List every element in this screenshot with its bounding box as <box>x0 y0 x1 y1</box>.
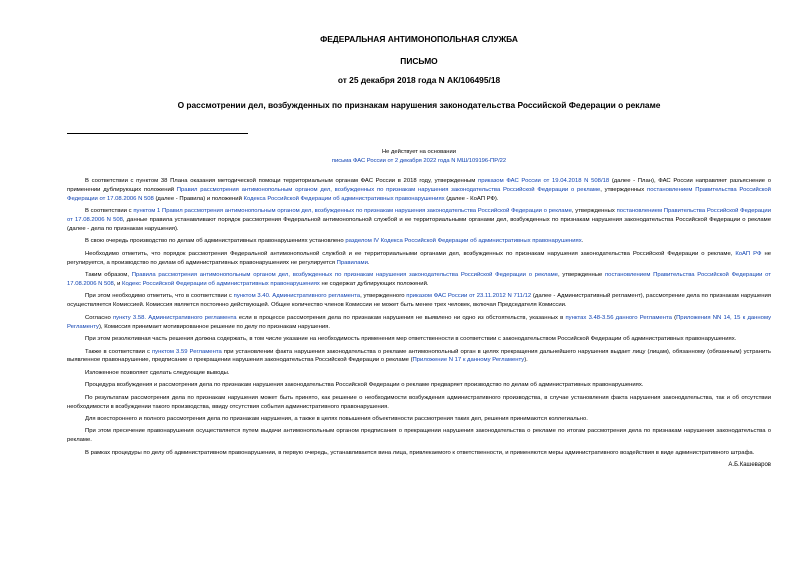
paragraph-text: Изложенное позволяет сделать следующие выводы. <box>85 369 230 376</box>
paragraph-text: При этом необходимо отметить, что в соответствии с <box>85 293 234 300</box>
paragraph-text: , данные правила устанавливают порядок рассмотрения Федеральной антимонопольной службой и ее территориальными органами дел, возбужденных по признакам нарушения законодательства Российской Федерации о рекламе (далее - дела по признакам нарушения). <box>67 217 771 233</box>
document-link[interactable]: пунктом 3.59 Регламента <box>151 348 222 355</box>
document-link[interactable]: пунктом 1 Правил рассмотрения антимонопольным органом дел, возбужденных по признакам нарушения законодательства Российской Федерации о рекламе <box>133 208 572 215</box>
paragraph-text: При этом пресечение правонарушения осуществляется путем выдачи антимонопольным органом предписания о прекращении нарушения законодательства о рекламе по итогам рассмотрения дела по признакам нарушения законодательства о рекламе. <box>67 428 771 444</box>
document-link[interactable]: пунктом 3.40. Административного регламента <box>233 293 361 300</box>
body-paragraph <box>67 250 771 268</box>
paragraph-text: Также в соответствии с <box>85 348 152 355</box>
paragraph-text: (далее - КоАП РФ). <box>444 195 499 202</box>
document-link[interactable]: разделом IV Кодекса Российской Федерации об административных правонарушениях <box>345 238 582 245</box>
paragraph-text: В свою очередь производство по делам об административных правонарушениях установлено <box>85 238 346 245</box>
document-link[interactable]: постановлением Правительства Российской Федерации от 17.08.2006 N 508 <box>67 208 771 224</box>
body-paragraph <box>67 348 771 366</box>
separator-rule <box>67 133 248 134</box>
paragraph-text: При этом резолютивная часть решения должна содержать, в том числе указание на необходимость применения мер ответственности в соответствии с законодательством Российской Федерации об административных правонарушениях. <box>85 336 737 343</box>
status-notice-text: Не действует на основании <box>381 149 456 155</box>
paragraph-text: Необходимо отметить, что порядок рассмотрения Федеральной антимонопольной службой и ее территориальными органами дел, возбужденных по признакам нарушения законодательства Российской Федерации о рекламе, <box>85 250 736 257</box>
body-paragraph <box>67 449 771 458</box>
paragraph-text: В соответствии с пунктом 38 Плана оказания методической помощи территориальным органам ФАС России в 2018 году, утвержденным <box>85 178 478 184</box>
document-link[interactable]: пунктах 3.48-3.56 данного Регламента <box>565 314 672 321</box>
paragraph-text: , утвержденные <box>557 272 605 279</box>
paragraph-text: не регулируется, а производство по делам об административных правонарушениях не регулируется <box>67 250 771 266</box>
document-link[interactable]: Приложение N 17 к данному Регламенту <box>412 357 525 364</box>
paragraph-text: (далее - Административный регламент), рассмотрение дела по признакам нарушения осуществляется Комиссией. Комиссия является постоянно действующей. Общее количество членов Комиссии не может быть менее трех человек, включая Председателя Комиссии. <box>67 293 772 309</box>
body-paragraph <box>67 207 771 234</box>
document-link[interactable]: постановлением Правительства Российской Федерации от 17.08.2006 N 508 <box>67 186 771 202</box>
body-paragraph <box>67 381 771 390</box>
status-notice-link[interactable]: письма ФАС России от 2 декабря 2022 года N МШ/109196-ПР/22 <box>331 158 507 164</box>
body-paragraph <box>67 271 771 289</box>
document-date-number: от 25 декабря 2018 года N АК/106495/18 <box>337 75 501 85</box>
paragraph-text: В рамках процедуры по делу об административном правонарушении, в первую очередь, устанавливается вина лица, привлекаемого к ответственности, и применяются меры административного воздействия в виде административного штрафа. <box>85 449 755 456</box>
paragraph-text: , утвержденных <box>600 186 648 193</box>
body-paragraph <box>67 177 771 204</box>
paragraph-text: Процедура возбуждения и рассмотрения дела по признакам нарушения законодательства Российской Федерации о рекламе предваряет производство по делам об административных правонарушениях. <box>85 382 644 389</box>
paragraph-text: (далее - План), ФАС России направляет разъяснение о применении дублирующих положений <box>67 178 771 193</box>
paragraph-text: ), Комиссия принимает мотивированное решение по делу по признакам нарушения. <box>98 323 330 330</box>
body-paragraph <box>67 369 771 378</box>
body-paragraph <box>67 427 771 445</box>
document-subject: О рассмотрении дел, возбужденных по признакам нарушения законодательства Российской Федерации о рекламе <box>177 100 661 110</box>
paragraph-text: По результатам рассмотрения дела по признакам нарушения может быть принято, как решение о необходимости возбуждения административного производства, в случае установления факта нарушения законодательства, так и об отсутствии необходимости в возбуждении такого производства, ввиду отсутствия события административного правонарушения. <box>67 394 771 410</box>
paragraph-text: ( <box>671 314 677 321</box>
document-link[interactable]: Кодекса Российской Федерации об административных правонарушениях <box>243 195 445 202</box>
paragraph-text: ). <box>524 357 528 364</box>
document-page <box>67 34 771 468</box>
paragraph-text: если в процессе рассмотрения дела по признакам нарушения не выявлено ни одно из обстоятельств, указанных в <box>236 314 566 321</box>
document-link[interactable]: Правил рассмотрения антимонопольным органом дел, возбужденных по признакам нарушения законодательства Российской Федерации о рекламе <box>176 186 601 193</box>
paragraph-text: Для всестороннего и полного рассмотрения дела по признакам нарушения, а также в целях повышения объективности рассмотрения таких дел, решения принимаются коллегиально. <box>85 415 588 422</box>
document-link[interactable]: постановлением Правительства Российской Федерации от 17.08.2006 N 508 <box>67 272 771 288</box>
document-link[interactable]: приказом ФАС России от 23.11.2012 N 711/12 <box>406 293 532 300</box>
paragraph-text: , и <box>113 281 123 288</box>
paragraph-text: . <box>581 238 584 245</box>
body-paragraph <box>67 415 771 424</box>
document-body <box>67 177 771 458</box>
status-notice <box>67 148 771 166</box>
body-paragraph <box>67 394 771 412</box>
document-link[interactable]: пункту 3.58. Административного регламента <box>112 314 237 321</box>
document-link[interactable]: КоАП РФ <box>735 250 762 257</box>
agency-heading: ФЕДЕРАЛЬНАЯ АНТИМОНОПОЛЬНАЯ СЛУЖБА <box>320 34 518 44</box>
paragraph-text: (далее - Правила) и положений <box>153 195 244 202</box>
paragraph-text: не содержат дублирующих положений. <box>319 281 429 288</box>
body-paragraph <box>67 335 771 344</box>
paragraph-text: . <box>367 259 370 266</box>
paragraph-text: при установлении факта нарушения законодательства о рекламе антимонопольный орган в целях прекращения дальнейшего нарушения выдает лицу (лицам), обязанному (обязанным) устранить выявленное правонарушение, предписание о прекращении нарушения законодательства Российской Федерации о рекламе ( <box>67 348 771 364</box>
paragraph-text: , утвержденного <box>360 293 407 300</box>
body-paragraph <box>67 237 771 246</box>
document-link[interactable]: Правилами <box>336 259 368 266</box>
paragraph-text: Таким образом, <box>85 272 132 279</box>
paragraph-text: Согласно <box>85 314 113 321</box>
document-type-heading: ПИСЬМО <box>400 56 438 66</box>
signature: А.Б.Кашеваров <box>728 461 771 468</box>
body-paragraph <box>67 314 771 332</box>
body-paragraph <box>67 292 771 310</box>
document-link[interactable]: приказом ФАС России от 19.04.2018 N 508/18 <box>478 178 610 184</box>
paragraph-text: В соответствии с <box>85 208 134 215</box>
document-link[interactable]: Кодекс Российской Федерации об административных правонарушениях <box>122 281 320 288</box>
document-link[interactable]: Приложения NN 14, 15 к данному Регламенту <box>67 314 772 330</box>
paragraph-text: , утвержденных <box>571 208 617 215</box>
document-link[interactable]: Правила рассмотрения антимонопольным органом дел, возбужденных по признакам нарушения законодательства Российской Федерации о рекламе <box>131 272 558 279</box>
